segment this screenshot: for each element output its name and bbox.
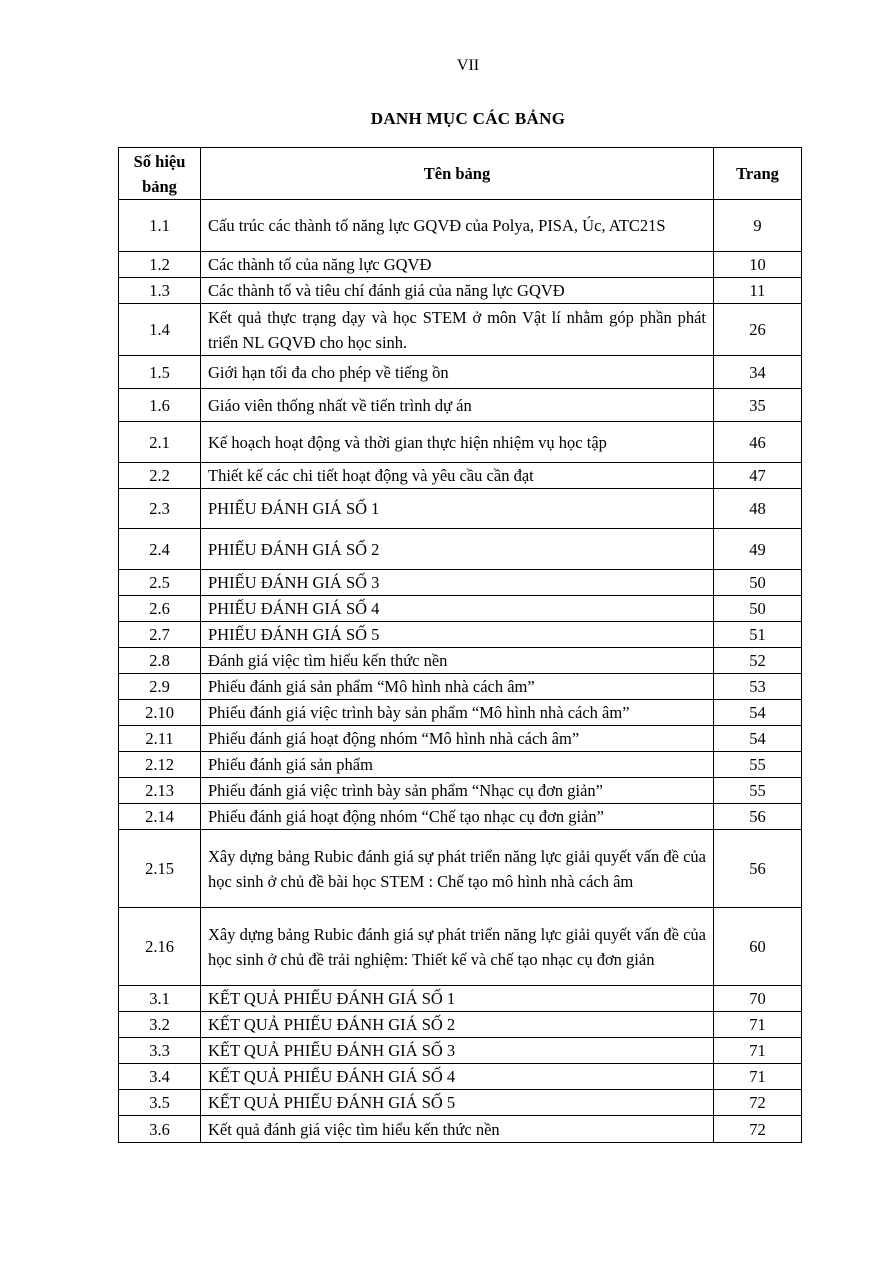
table-name-cell: Phiếu đánh giá việc trình bày sản phẩm “Nhạc cụ đơn giản” xyxy=(201,778,714,804)
page-number-cell: 71 xyxy=(714,1064,802,1090)
table-row xyxy=(119,1012,802,1038)
page-number-cell: 49 xyxy=(714,529,802,570)
header-page: Trang xyxy=(714,148,802,200)
table-name-cell: Giáo viên thống nhất về tiến trình dự án xyxy=(201,389,714,422)
table-row xyxy=(119,200,802,252)
page-number-cell: 50 xyxy=(714,570,802,596)
table-row xyxy=(119,389,802,422)
table-number-cell: 2.12 xyxy=(119,752,201,778)
table-number-cell: 2.11 xyxy=(119,726,201,752)
page-number-cell: 51 xyxy=(714,622,802,648)
table-row xyxy=(119,986,802,1012)
table-number-cell: 2.1 xyxy=(119,422,201,463)
table-name-cell: KẾT QUẢ PHIẾU ĐÁNH GIÁ SỐ 1 xyxy=(201,986,714,1012)
table-name-cell: Xây dựng bảng Rubic đánh giá sự phát triển năng lực giải quyết vấn đề của học sinh ở chủ đề trải nghiệm: Thiết kế và chế tạo nhạc cụ đơn giản xyxy=(201,908,714,986)
table-row xyxy=(119,1116,802,1143)
table-row xyxy=(119,1090,802,1116)
table-number-cell: 2.9 xyxy=(119,674,201,700)
table-row xyxy=(119,674,802,700)
table-name-cell: Phiếu đánh giá việc trình bày sản phẩm “Mô hình nhà cách âm” xyxy=(201,700,714,726)
table-name-cell: Phiếu đánh giá hoạt động nhóm “Mô hình nhà cách âm” xyxy=(201,726,714,752)
table-row xyxy=(119,422,802,463)
table-name-cell: KẾT QUẢ PHIẾU ĐÁNH GIÁ SỐ 4 xyxy=(201,1064,714,1090)
table-number-cell: 2.15 xyxy=(119,830,201,908)
table-number-cell: 3.6 xyxy=(119,1116,201,1143)
page-number-cell: 70 xyxy=(714,986,802,1012)
table-name-cell: Kết quả thực trạng dạy và học STEM ở môn Vật lí nhằm góp phần phát triển NL GQVĐ cho học sinh. xyxy=(201,304,714,356)
table-row xyxy=(119,778,802,804)
header-name: Tên bảng xyxy=(201,148,714,200)
table-number-cell: 2.10 xyxy=(119,700,201,726)
page-number-cell: 10 xyxy=(714,252,802,278)
table-name-cell: KẾT QUẢ PHIẾU ĐÁNH GIÁ SỐ 2 xyxy=(201,1012,714,1038)
table-number-cell: 1.5 xyxy=(119,356,201,389)
table-name-cell: Giới hạn tối đa cho phép về tiếng ồn xyxy=(201,356,714,389)
page-number-cell: 54 xyxy=(714,726,802,752)
table-number-cell: 2.13 xyxy=(119,778,201,804)
page-number-cell: 47 xyxy=(714,463,802,489)
table-number-cell: 2.8 xyxy=(119,648,201,674)
page-number-cell: 48 xyxy=(714,489,802,529)
table-row xyxy=(119,356,802,389)
table-number-cell: 3.2 xyxy=(119,1012,201,1038)
table-number-cell: 2.3 xyxy=(119,489,201,529)
page-number-cell: 72 xyxy=(714,1116,802,1143)
table-row xyxy=(119,596,802,622)
table-name-cell: Phiếu đánh giá hoạt động nhóm “Chế tạo nhạc cụ đơn giản” xyxy=(201,804,714,830)
list-of-tables xyxy=(118,147,802,1143)
table-name-cell: KẾT QUẢ PHIẾU ĐÁNH GIÁ SỐ 3 xyxy=(201,1038,714,1064)
table-number-cell: 1.6 xyxy=(119,389,201,422)
table-row xyxy=(119,463,802,489)
page-number-cell: 46 xyxy=(714,422,802,463)
table-row xyxy=(119,908,802,986)
table-number-cell: 3.1 xyxy=(119,986,201,1012)
table-name-cell: Cấu trúc các thành tố năng lực GQVĐ của Polya, PISA, Úc, ATC21S xyxy=(201,200,714,252)
table-row xyxy=(119,489,802,529)
table-number-cell: 2.16 xyxy=(119,908,201,986)
page-number-cell: 50 xyxy=(714,596,802,622)
page-number-cell: 53 xyxy=(714,674,802,700)
page-number-cell: 55 xyxy=(714,778,802,804)
page-title: DANH MỤC CÁC BẢNG xyxy=(370,109,566,128)
table-row xyxy=(119,529,802,570)
page-number-cell: 11 xyxy=(714,278,802,304)
page-number-cell: 9 xyxy=(714,200,802,252)
page-number-cell: 71 xyxy=(714,1038,802,1064)
table-row xyxy=(119,726,802,752)
table-number-cell: 2.6 xyxy=(119,596,201,622)
table-name-cell: PHIẾU ĐÁNH GIÁ SỐ 4 xyxy=(201,596,714,622)
page-number-cell: 52 xyxy=(714,648,802,674)
table-row xyxy=(119,622,802,648)
table-name-cell: PHIẾU ĐÁNH GIÁ SỐ 3 xyxy=(201,570,714,596)
page-number-cell: 56 xyxy=(714,830,802,908)
table-number-cell: 2.7 xyxy=(119,622,201,648)
table-number-cell: 2.4 xyxy=(119,529,201,570)
table-number-cell: 1.2 xyxy=(119,252,201,278)
table-number-cell: 2.14 xyxy=(119,804,201,830)
page-number-cell: 54 xyxy=(714,700,802,726)
table-name-cell: PHIẾU ĐÁNH GIÁ SỐ 1 xyxy=(201,489,714,529)
table-number-cell: 3.3 xyxy=(119,1038,201,1064)
table-row xyxy=(119,1064,802,1090)
table-name-cell: PHIẾU ĐÁNH GIÁ SỐ 2 xyxy=(201,529,714,570)
table-name-cell: Các thành tố của năng lực GQVĐ xyxy=(201,252,714,278)
table-name-cell: KẾT QUẢ PHIẾU ĐÁNH GIÁ SỐ 5 xyxy=(201,1090,714,1116)
table-name-cell: Đánh giá việc tìm hiểu kến thức nền xyxy=(201,648,714,674)
table-row xyxy=(119,648,802,674)
table-number-cell: 3.4 xyxy=(119,1064,201,1090)
table-number-cell: 2.5 xyxy=(119,570,201,596)
table-row xyxy=(119,278,802,304)
table-name-cell: Các thành tố và tiêu chí đánh giá của năng lực GQVĐ xyxy=(201,278,714,304)
page-number-cell: 72 xyxy=(714,1090,802,1116)
table-name-cell: Thiết kế các chi tiết hoạt động và yêu cầu cần đạt xyxy=(201,463,714,489)
page-number-cell: 55 xyxy=(714,752,802,778)
table-name-cell: Phiếu đánh giá sản phẩm xyxy=(201,752,714,778)
page-number: VII xyxy=(456,57,480,74)
table-row xyxy=(119,804,802,830)
table-number-cell: 2.2 xyxy=(119,463,201,489)
table-header-row xyxy=(119,148,802,200)
page-number-cell: 34 xyxy=(714,356,802,389)
table-row xyxy=(119,1038,802,1064)
table-number-cell: 1.4 xyxy=(119,304,201,356)
table-row xyxy=(119,570,802,596)
header-number: Số hiệu bảng xyxy=(119,148,201,200)
table-row xyxy=(119,700,802,726)
page-number-cell: 56 xyxy=(714,804,802,830)
page-number-cell: 35 xyxy=(714,389,802,422)
page-number-cell: 26 xyxy=(714,304,802,356)
table-row xyxy=(119,830,802,908)
table-name-cell: PHIẾU ĐÁNH GIÁ SỐ 5 xyxy=(201,622,714,648)
table-name-cell: Kết quả đánh giá việc tìm hiểu kến thức nền xyxy=(201,1116,714,1143)
page-number-cell: 60 xyxy=(714,908,802,986)
table-number-cell: 1.3 xyxy=(119,278,201,304)
page-number-cell: 71 xyxy=(714,1012,802,1038)
table-row xyxy=(119,752,802,778)
table-body xyxy=(119,200,802,1143)
table-number-cell: 1.1 xyxy=(119,200,201,252)
table-number-cell: 3.5 xyxy=(119,1090,201,1116)
table-row xyxy=(119,252,802,278)
table-row xyxy=(119,304,802,356)
table-name-cell: Xây dựng bảng Rubic đánh giá sự phát triển năng lực giải quyết vấn đề của học sinh ở chủ đề bài học STEM : Chế tạo mô hình nhà cách âm xyxy=(201,830,714,908)
table-name-cell: Phiếu đánh giá sản phẩm “Mô hình nhà cách âm” xyxy=(201,674,714,700)
table-name-cell: Kế hoạch hoạt động và thời gian thực hiện nhiệm vụ học tập xyxy=(201,422,714,463)
